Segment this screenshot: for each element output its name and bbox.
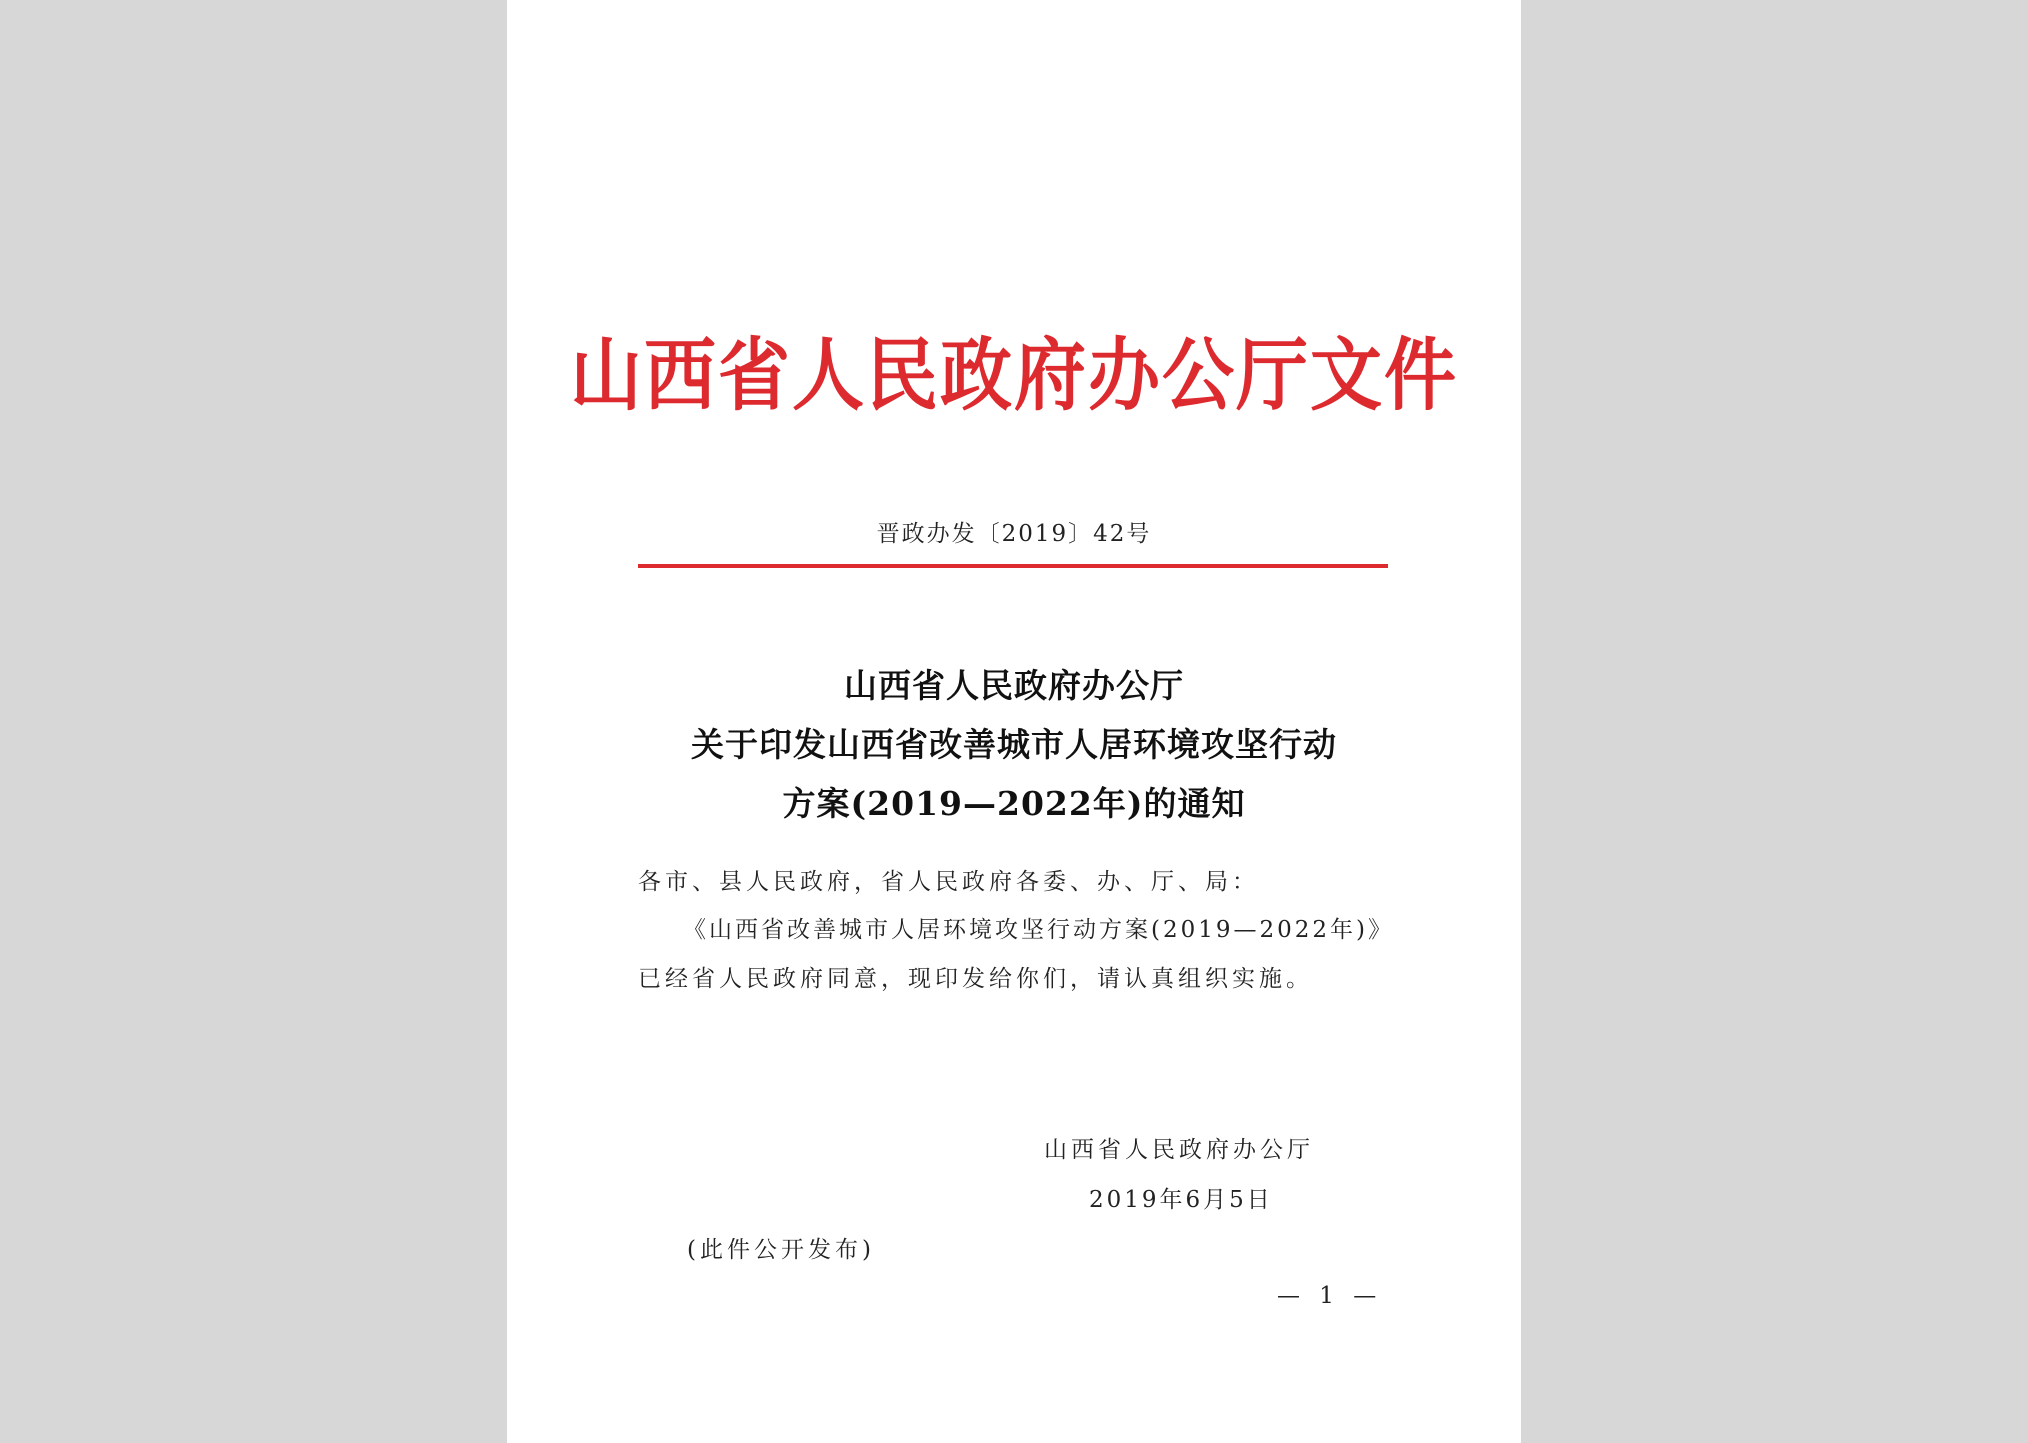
salutation: 各市、县人民政府，省人民政府各委、办、厅、局： <box>638 869 1259 895</box>
document-page <box>507 0 1521 1443</box>
red-divider-line <box>638 564 1388 568</box>
signature-date: 2019年6月5日 <box>1089 1187 1273 1213</box>
document-masthead: 山西省人民政府办公厅文件 <box>569 327 1458 422</box>
title-line-1: 山西省人民政府办公厅 <box>844 666 1184 705</box>
disclosure-note: (此件公开发布) <box>687 1237 875 1263</box>
document-title <box>507 656 1521 833</box>
page-number: — 1 — <box>1277 1283 1383 1309</box>
title-line-3: 方案(2019—2022年)的通知 <box>782 784 1246 823</box>
document-number: 晋政办发〔2019〕42号 <box>876 521 1152 547</box>
body-line-1: 《山西省改善城市人居环境攻坚行动方案(2019—2022年)》 <box>683 917 1395 943</box>
signature-organization: 山西省人民政府办公厅 <box>1044 1137 1314 1163</box>
title-line-2: 关于印发山西省改善城市人居环境攻坚行动 <box>691 725 1337 764</box>
body-line-2: 已经省人民政府同意，现印发给你们，请认真组织实施。 <box>638 966 1313 992</box>
